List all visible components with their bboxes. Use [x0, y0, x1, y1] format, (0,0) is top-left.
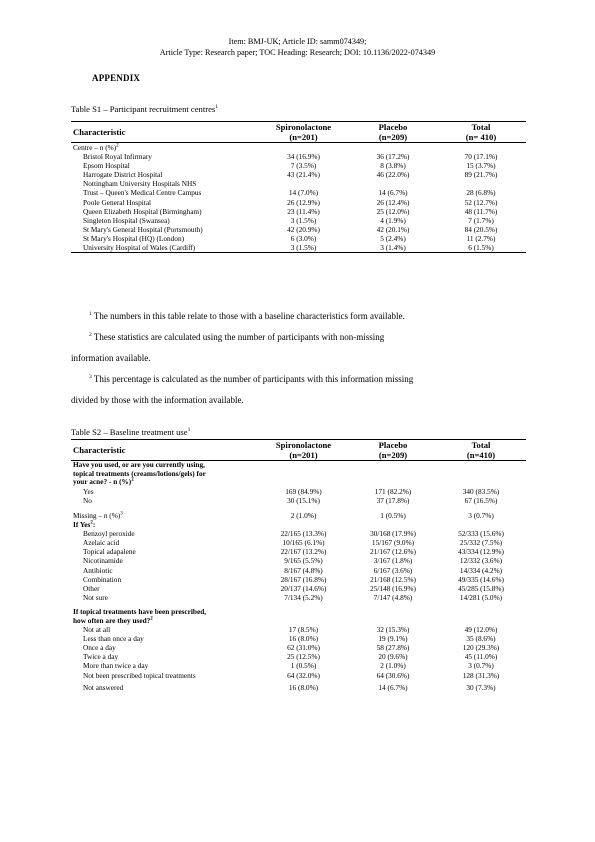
table1-cell-label: Nottingham University Hospitals NHS	[83, 179, 197, 189]
table1-group-row	[71, 143, 526, 153]
table1-group-label: Centre – n (%)$^2$	[73, 143, 119, 152]
table2-cell-label: Not answered	[83, 682, 124, 692]
table1-cell-total: 28 (6.8%)	[466, 188, 496, 198]
table2-cell-placebo: 15/167 (9.0%)	[371, 538, 415, 548]
table2-q2-answer-row	[71, 634, 526, 643]
table2-cell-placebo: 20 (9.6%)	[378, 652, 408, 662]
footnote-3-cont: divided by those with the information available.	[71, 395, 244, 405]
table2-q1-line-2: topical treatments (creams/lotions/gels) for	[73, 468, 206, 478]
table2-q2-answer-row	[71, 683, 526, 692]
table1-col-placebo: Placebo (n=209)	[350, 122, 436, 143]
table1-cell-placebo: 8 (3.8%)	[380, 161, 406, 171]
table2-col-placebo: Placebo (n=209)	[350, 440, 436, 461]
table1-cell-spiro: 26 (12.9%)	[287, 197, 320, 207]
footnote-2-cont: information available.	[71, 353, 151, 363]
table1-cell-placebo: 42 (20.1%)	[376, 224, 410, 234]
table2-missing-row	[71, 511, 526, 520]
footnote-2: $^2$ These statistics are calculated using the number of participants with non-missing	[89, 332, 385, 342]
table2-cell-spiro: 9/165 (5.5%)	[284, 556, 323, 566]
table2-cell-total: 45/285 (15.8%)	[458, 583, 504, 593]
table1-row	[71, 216, 526, 225]
table2-q2-line-1: If topical treatments have been prescribed,	[73, 606, 207, 616]
table2-ifyes-answer-row	[71, 556, 526, 565]
table1-cell-total	[436, 179, 526, 188]
table2-q2-line-2: how often are they used?$^2$	[73, 615, 153, 625]
table2-ifyes-answer-row	[71, 538, 526, 547]
table2-q1-line-3: your acne? - n (%)$^2$	[73, 477, 134, 487]
table1-cell-placebo: 4 (1.9%)	[380, 215, 406, 225]
appendix-title: APPENDIX	[92, 73, 141, 83]
table2-cell-total: 52/333 (15.6%)	[458, 529, 504, 539]
table1-caption-text: Table S1 – Participant recruitment centres	[71, 104, 216, 114]
table1-cell-placebo: 5 (2.4%)	[380, 233, 406, 243]
table1-cell-total: 11 (2.7%)	[466, 233, 496, 243]
table2-missing-total: 3 (0.7%)	[468, 510, 494, 520]
table2-cell-spiro: 25 (12.5%)	[287, 652, 320, 662]
table2-missing-label: Missing – n (%)$^3$	[73, 510, 123, 520]
table1-cell-placebo: 3 (1.4%)	[350, 243, 436, 253]
table1-cell-spiro: 3 (1.5%)	[290, 215, 317, 225]
table1-caption-sup: 1	[215, 104, 218, 111]
table1-col-total: Total (n= 410)	[436, 122, 526, 143]
table2-q2-answer-row	[71, 661, 526, 670]
table2-cell-total: 49/335 (14.6%)	[458, 574, 504, 584]
table1-cell-spiro: 43 (21.4%)	[287, 170, 320, 180]
table1-cell-label: University Hospital of Wales (Cardiff)	[71, 243, 257, 253]
table2-q1-row	[71, 470, 526, 479]
table2-cell-placebo: 6/167 (3.6%)	[373, 565, 413, 575]
table2-cell-label: Twice a day	[83, 652, 119, 662]
table1-cell-placebo: 26 (12.4%)	[376, 197, 410, 207]
footnotes	[71, 306, 526, 411]
table2-ifyes-answer-row	[71, 575, 526, 584]
table2-q2-answer-row	[71, 643, 526, 652]
table2-cell-spiro: 64 (32.0%)	[287, 670, 320, 680]
table1-row	[71, 198, 526, 207]
table1-cell-placebo	[350, 179, 436, 188]
table1-row	[71, 170, 526, 179]
table2-ifyes-answer-row	[71, 584, 526, 593]
table1-cell-label: Harrogate District Hospital	[83, 170, 163, 180]
table2-cell-total: 67 (16.5%)	[464, 495, 498, 505]
table1-cell-total: 6 (1.5%)	[436, 243, 526, 253]
table2-cell-label: Less than once a day	[83, 634, 144, 644]
table1-row	[71, 243, 526, 253]
table1-cell-total: 89 (21.7%)	[464, 170, 498, 180]
table2-cell-spiro: 16 (8.0%)	[288, 634, 319, 644]
table1-row	[71, 179, 526, 188]
table2-ifyes-row	[71, 520, 526, 529]
table1-col-characteristic: Characteristic	[71, 122, 257, 143]
table2-cell-total: 3 (0.7%)	[468, 661, 494, 671]
table2-cell-spiro: 8/167 (4.8%)	[284, 565, 323, 575]
table2-cell-spiro: 30 (15.1%)	[287, 495, 320, 505]
table1-col-spironolactone: Spironolactone (n=201)	[257, 122, 350, 143]
table1-cell-total: 7 (1.7%)	[468, 215, 494, 225]
table2-header-row	[71, 440, 526, 461]
table1-row	[71, 234, 526, 243]
table2-cell-placebo: 21/168 (12.5%)	[370, 574, 416, 584]
table2-ifyes-answer-row	[71, 529, 526, 538]
table2-cell-label: Yes	[83, 486, 94, 496]
table2-cell-placebo: 7/147 (4.8%)	[373, 592, 413, 602]
table2-cell-total: 45 (11.0%)	[464, 652, 498, 662]
table1-caption	[71, 104, 218, 114]
table1-row	[71, 152, 526, 161]
table2-q1-line-1: Have you used, or are you currently using,	[73, 460, 205, 469]
table2-cell-total: 43/334 (12.9%)	[458, 547, 504, 557]
table1-cell-placebo: 25 (12.0%)	[376, 206, 410, 216]
table2-cell-spiro: 22/167 (13.2%)	[280, 547, 327, 557]
running-header-line-2: Article Type: Research paper; TOC Heading: Research; DOI: 10.1136/2022-074349	[159, 48, 436, 57]
table1-cell-label: Trust – Queen's Medical Centre Campus	[83, 188, 202, 198]
table1-cell-spiro: 34 (16.9%)	[287, 152, 320, 162]
table2-cell-total: 35 (8.6%)	[466, 634, 496, 644]
table2-cell-label: Combination	[83, 574, 122, 584]
table2-cell-spiro: 20/137 (14.6%)	[280, 583, 327, 593]
table2-cell-label: Not been prescribed topical treatments	[83, 670, 196, 680]
table2-cell-total: 12/332 (3.6%)	[459, 556, 503, 566]
table2-cell-placebo: 19 (9.1%)	[378, 634, 408, 644]
table1-cell-label: Poole General Hospital	[83, 197, 152, 207]
table1-cell-total: 48 (11.7%)	[464, 206, 498, 216]
table2-cell-spiro: 22/165 (13.3%)	[280, 529, 327, 539]
table2-col-total: Total (n=410)	[436, 440, 526, 461]
table2-cell-spiro: 28/167 (16.8%)	[280, 574, 327, 584]
table2-cell-label: Topical adapalene	[83, 547, 136, 557]
table2-cell-placebo: 64 (30.6%)	[376, 670, 410, 680]
running-header-line-1: Item: BMJ-UK; Article ID: samm074349;	[228, 37, 367, 46]
table2-cell-total: 49 (12.0%)	[464, 625, 498, 635]
table2-cell-spiro: 7/134 (5.2%)	[284, 592, 323, 602]
table1-cell-placebo: 14 (6.7%)	[378, 188, 408, 198]
table1-cell-placebo: 36 (17.2%)	[376, 152, 410, 162]
table2-q1-answer-row	[71, 487, 526, 496]
table2-cell-label: Azelaic acid	[83, 538, 120, 548]
table1-cell-total: 52 (12.7%)	[464, 197, 498, 207]
table1-cell-spiro: 3 (1.5%)	[257, 243, 350, 253]
table1-cell-label: Singleton Hospital (Swansea)	[83, 215, 170, 225]
table1-row	[71, 161, 526, 170]
table2-cell-placebo: 30/168 (17.9%)	[370, 529, 416, 539]
table1-cell-total: 15 (3.7%)	[466, 161, 496, 171]
table2-cell-label: Not sure	[83, 592, 108, 602]
table2-caption-sup: 1	[187, 427, 191, 434]
table1-cell-total: 70 (17.1%)	[464, 152, 498, 162]
table2	[71, 439, 526, 692]
table2-cell-label: More than twice a day	[83, 661, 149, 671]
table2-cell-placebo: 2 (1.0%)	[380, 661, 406, 671]
table2-cell-label: Once a day	[83, 643, 116, 653]
table2-cell-total: 14/281 (5.0%)	[459, 592, 503, 602]
table2-cell-spiro: 1 (0.5%)	[290, 661, 317, 671]
table2-caption	[71, 427, 190, 437]
table2-cell-total: 14/334 (4.2%)	[459, 565, 503, 575]
table2-q2-answer-row	[71, 625, 526, 634]
table2-cell-label: Not at all	[83, 625, 111, 635]
table2-cell-spiro: 17 (8.5%)	[288, 625, 319, 635]
table1-cell-spiro: 42 (20.9%)	[287, 224, 320, 234]
table2-ifyes-answer-row	[71, 547, 526, 556]
table1-cell-label: Epsom Hospital	[83, 161, 130, 171]
table2-cell-placebo: 171 (82.2%)	[374, 486, 412, 496]
table2-cell-placebo: 3/167 (1.8%)	[373, 556, 413, 566]
table2-ifyes-label: If Yes$^2$:	[73, 520, 96, 530]
table1-row	[71, 207, 526, 216]
table2-missing-placebo: 1 (0.5%)	[380, 510, 406, 520]
table2-cell-spiro: 62 (31.0%)	[287, 643, 320, 653]
table2-cell-label: Benzoyl peroxide	[83, 529, 135, 539]
table2-caption-text: Table S2 – Baseline treatment use	[71, 427, 188, 437]
table1-cell-label: Queen Elizabeth Hospital (Birmingham)	[83, 206, 202, 216]
table2-cell-total: 25/332 (7.5%)	[459, 538, 503, 548]
table2-cell-label: No	[83, 495, 92, 505]
table2-cell-label: Nicotinamide	[83, 556, 123, 566]
table2-col-spironolactone: Spironolactone (n=201)	[257, 440, 350, 461]
table1-cell-spiro	[257, 179, 350, 188]
table2-cell-placebo: 37 (17.8%)	[376, 495, 410, 505]
table1-cell-placebo: 46 (22.0%)	[376, 170, 410, 180]
table2-col-characteristic: Characteristic	[71, 440, 257, 461]
table2-cell-placebo: 25/148 (16.9%)	[370, 583, 416, 593]
table2-cell-label: Other	[83, 583, 100, 593]
table2-missing-spiro: 2 (1.0%)	[290, 510, 317, 520]
footnote-3: $^3$ This percentage is calculated as the number of participants with this information missing	[89, 374, 414, 384]
table1-cell-label: Bristol Royal Infirmary	[83, 152, 152, 162]
table2-cell-placebo: 14 (6.7%)	[378, 682, 408, 692]
table2-cell-total: 120 (29.3%)	[462, 643, 500, 653]
table1-row	[71, 225, 526, 234]
table2-q1-answer-row	[71, 496, 526, 505]
table2-q2-answer-row	[71, 671, 526, 680]
footnote-1: $^1$ The numbers in this table relate to those with a baseline characteristics form available.	[89, 311, 405, 321]
table1-row	[71, 188, 526, 197]
table2-q2-row	[71, 617, 526, 626]
table1-cell-spiro: 7 (3.5%)	[290, 161, 317, 171]
table2-cell-total: 128 (31.3%)	[462, 670, 500, 680]
table2-cell-spiro: 16 (8.0%)	[288, 682, 319, 692]
table1-cell-spiro: 23 (11.4%)	[287, 206, 320, 216]
table1-cell-spiro: 6 (3.0%)	[290, 233, 317, 243]
table2-cell-label: Antibiotic	[83, 565, 113, 575]
table2-cell-placebo: 32 (15.3%)	[376, 625, 410, 635]
table1-header-row	[71, 122, 526, 143]
table2-q1-row	[71, 478, 526, 487]
table2-q2-answer-row	[71, 652, 526, 661]
table2-cell-total: 30 (7.3%)	[466, 682, 496, 692]
table2-ifyes-answer-row	[71, 593, 526, 602]
table2-cell-placebo: 21/167 (12.6%)	[370, 547, 416, 557]
table1-cell-total: 84 (20.5%)	[464, 224, 498, 234]
table1	[71, 121, 526, 253]
table2-ifyes-answer-row	[71, 566, 526, 575]
table2-cell-spiro: 169 (84.9%)	[285, 486, 322, 496]
table2-cell-total: 340 (83.5%)	[462, 486, 500, 496]
table1-cell-label: St Mary's General Hospital (Portsmouth)	[83, 224, 203, 234]
table2-cell-spiro: 10/165 (6.1%)	[282, 538, 325, 548]
table1-cell-spiro: 14 (7.0%)	[288, 188, 319, 198]
table2-cell-placebo: 58 (27.8%)	[376, 643, 410, 653]
table1-cell-label: St Mary's Hospital (HQ) (London)	[83, 233, 185, 243]
